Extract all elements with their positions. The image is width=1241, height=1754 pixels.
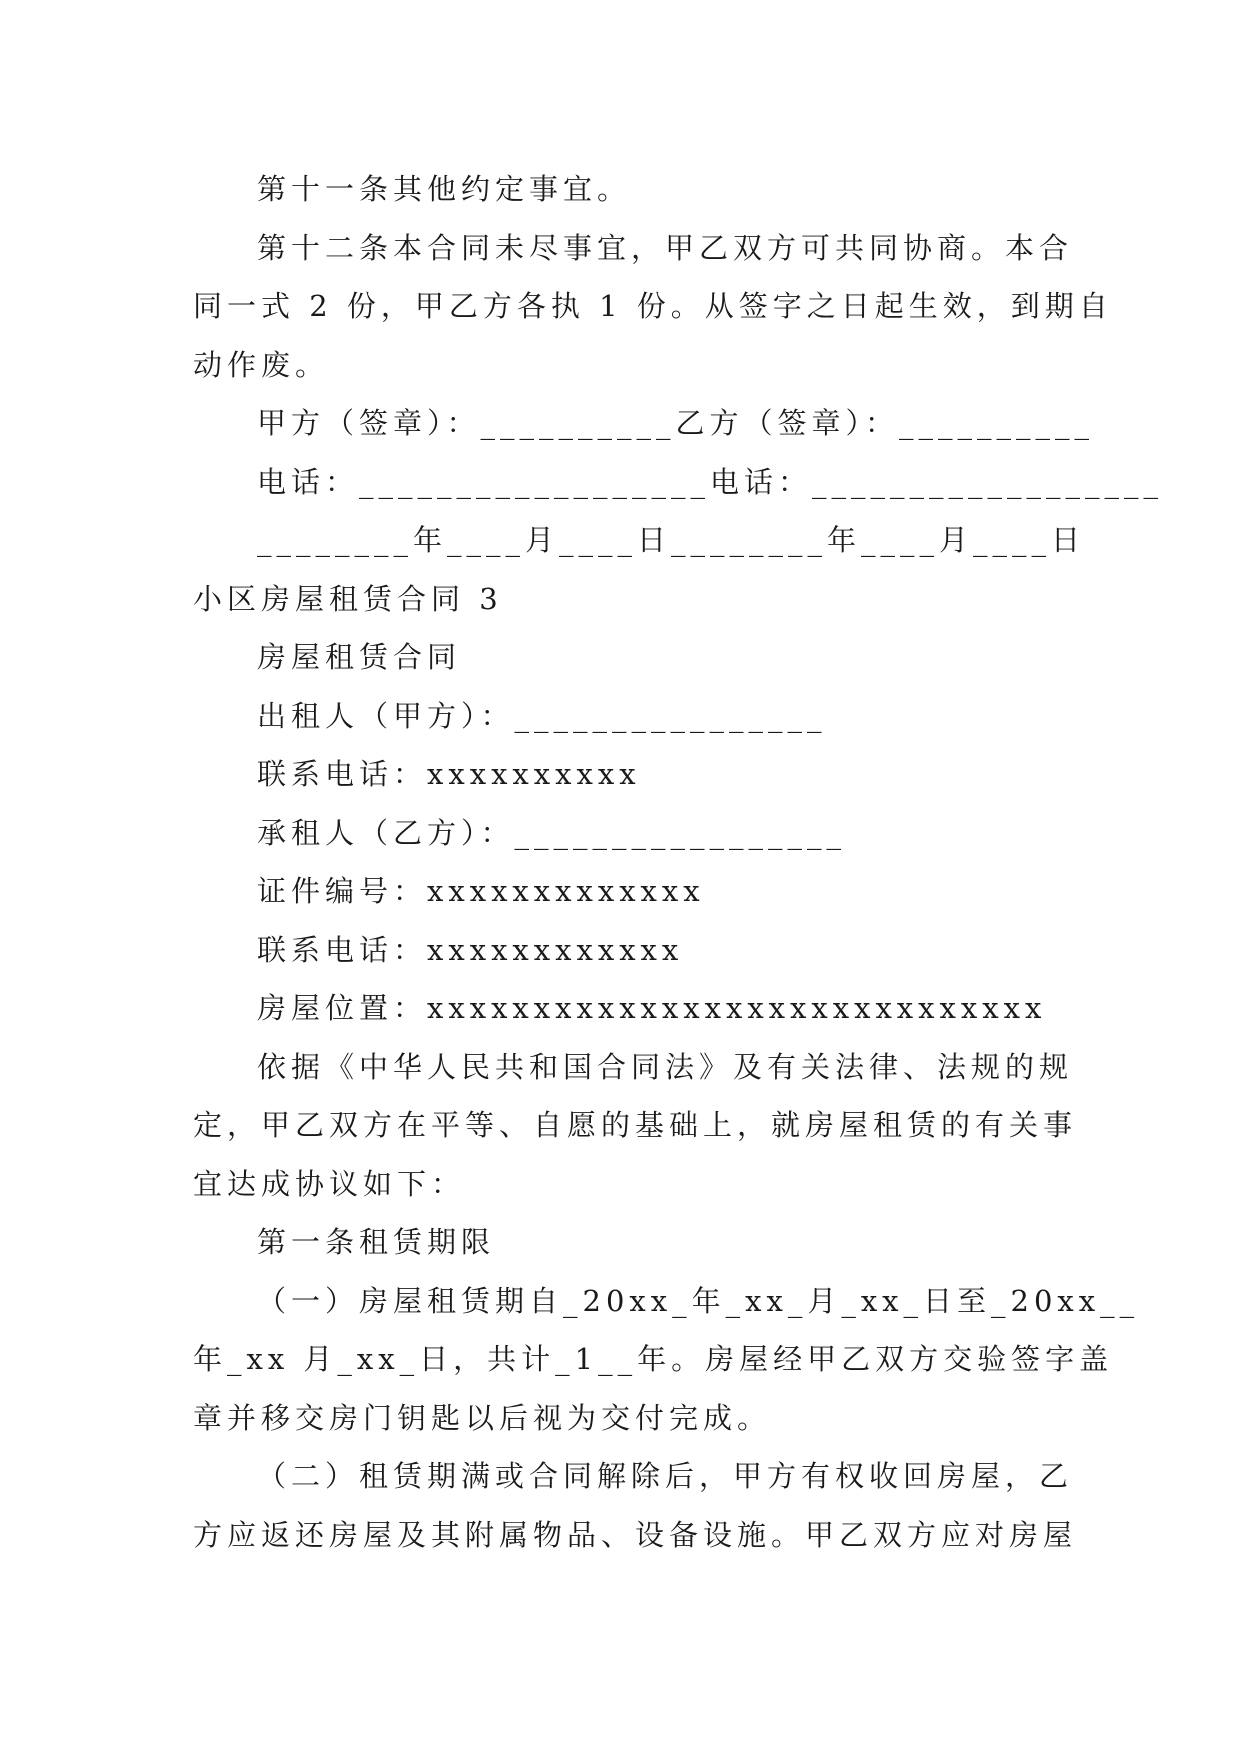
section-title: 小区房屋租赁合同 3 [193,581,503,616]
date-line: ________年____月____日________年____月____日 [257,523,1086,557]
term-line-1: （一）房屋租赁期自_20xx_年_xx_月_xx_日至_20xx__ [257,1283,1140,1318]
signature-line: 甲方（签章）：__________乙方（签章）：__________ [257,406,1095,440]
basis-line-1: 依据《中华人民共和国合同法》及有关法律、法规的规 [257,1049,1074,1084]
expiry-line-1: （二）租赁期满或合同解除后，甲方有权收回房屋，乙 [257,1459,1074,1493]
phone-line: 电话：__________________电话：__________________ [257,464,1164,499]
lessee-phone-line: 联系电话：xxxxxxxxxxxx [257,932,684,967]
term-line-3: 章并移交房门钥匙以后视为交付完成。 [193,1400,772,1435]
lessee-line: 承租人（乙方）：_________________ [257,815,847,850]
basis-line-2: 定，甲乙双方在平等、自愿的基础上，就房屋租赁的有关事 [193,1108,1078,1142]
clause-12-line-1: 第十二条本合同未尽事宜，甲乙双方可共同协商。本合 [257,230,1074,265]
expiry-line-2: 方应返还房屋及其附属物品、设备设施。甲乙双方应对房屋 [193,1517,1078,1552]
contract-title: 房屋租赁合同 [257,640,462,674]
basis-line-3: 宜达成协议如下： [193,1166,466,1201]
house-location-line: 房屋位置：xxxxxxxxxxxxxxxxxxxxxxxxxxxxx [257,991,1047,1025]
term-line-2: 年_xx 月_xx_日，共计_1__年。房屋经甲乙双方交验签字盖 [193,1342,1114,1376]
lessor-line: 出租人（甲方）：________________ [257,698,827,733]
clause-11-line: 第十一条其他约定事宜。 [257,172,632,206]
lessor-phone-line: 联系电话：xxxxxxxxxx [257,757,641,791]
id-number-line: 证件编号：xxxxxxxxxxxxx [257,874,705,908]
article-1-title: 第一条租赁期限 [257,1225,496,1259]
clause-12-line-3: 动作废。 [193,347,330,382]
clause-12-line-2: 同一式 2 份，甲乙方各执 1 份。从签字之日起生效，到期自 [193,289,1113,323]
contract-text [193,160,1164,1564]
